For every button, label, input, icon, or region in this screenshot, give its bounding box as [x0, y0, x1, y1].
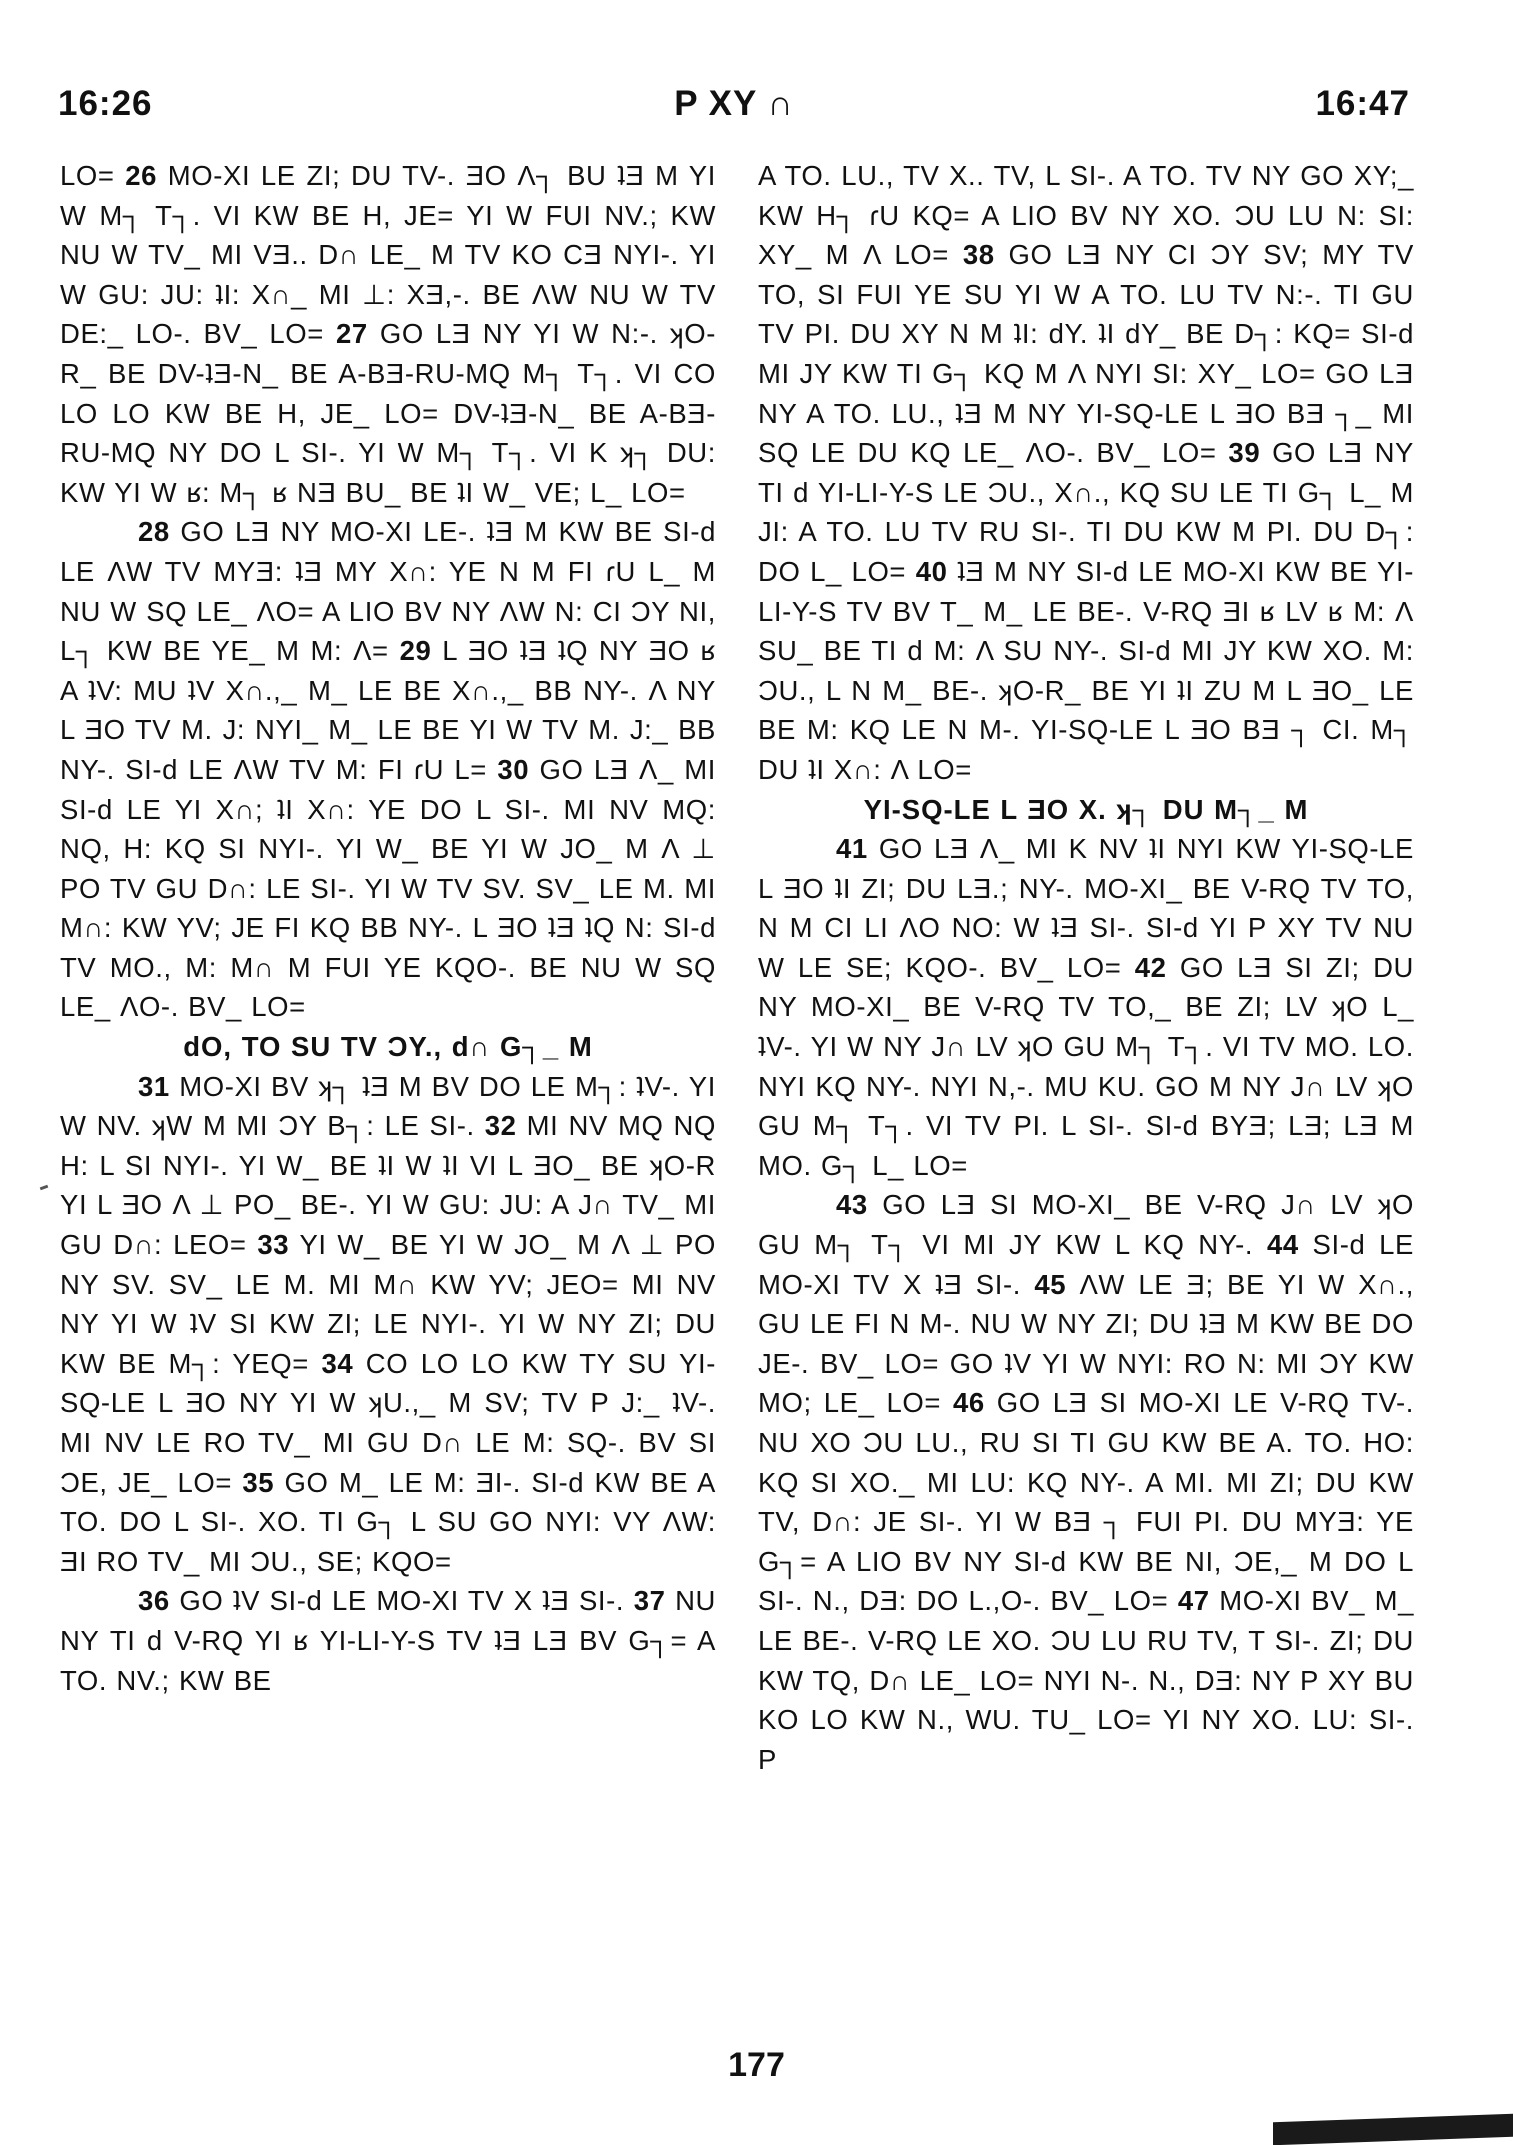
right-column: [758, 156, 1414, 1779]
verse-text: GO LƎ NY CI ƆY SV; MY TV TO, SI FUI YE SU YI W A TO. LU TV N:-. TI GU TV PI. DU XY N M ʇI: dY. ʇI dY_ BE D┐: KQ= SI-d MI JY KW TI G┐ KQ M Λ NYI SI: XY_ LO= GO LƎ NY A TO. LU., ʇƎ M NY YI-SQ-LE L ƎO BƎ ┐_ MI SQ LE DU KQ LE_ ΛO-. BV_ LO=: [758, 239, 1414, 469]
left-column: [60, 156, 716, 1700]
verse-number: 41: [836, 833, 868, 865]
verse-number: 29: [399, 635, 432, 667]
verse-text: GO LƎ Λ_ MI SI-d LE YI X∩; ʇI X∩: YE DO L SI-. MI NV MQ: NQ, H: KQ SI NYI-. YI W_ BE YI W JO_ M Λ ⊥ PO TV GU D∩: LE SI-. YI W TV SV. SV_ LE M. MI M∩: KW YV; JE FI KQ BB NY-. L ƎO ʇƎ ʇQ N: SI-d TV MO., M: M∩ M FUI YE KQO-. BE NU W SQ LE_ ΛO-. BV_ LO=: [60, 753, 716, 1023]
verse-number: 36: [138, 1585, 170, 1617]
section-heading: YI-SQ-LE L ƎO X. ʞ┐ DU M┐_ M: [863, 793, 1309, 825]
verse-text: GO LƎ SI MO-XI_ BE V-RQ J∩ LV ʞO GU M┐ T┐ VI MI JY KW L KQ NY-.: [758, 1189, 1414, 1261]
verse-number: 45: [1034, 1268, 1067, 1300]
verse-number: 37: [633, 1585, 666, 1617]
verse-text: GO ʇV SI-d LE MO-XI TV X ʇƎ SI-.: [169, 1585, 634, 1617]
scan-edge-shadow: [1273, 2114, 1513, 2145]
verse-number: 34: [321, 1347, 354, 1379]
verse-text: GO LƎ SI MO-XI LE V-RQ TV-. NU XO ƆU LU., RU SI TI GU KW BE A. TO. HO: KQ SI XO._ MI LU: KQ NY-. A MI. MI ZI; DU KW TV, D∩: JE SI-. YI W BƎ ┐ FUI PI. DU MYƎ: YE G┐= A LIO BV NY SI-d KW BE NI, ƆE,_ M DO L SI-. N., DƎ: DO L.,O-. BV_ LO=: [758, 1387, 1414, 1617]
verse-text: MO-XI LE ZI; DU TV-. ƎO Λ┐ BU ʇƎ M YI W M┐ T┐. VI KW BE H, JE= YI W FUI NV.; KW NU W TV_ MI VƎ.. D∩ LE_ M TV KO CƎ NYI-. YI W GU: JU: ʇI: X∩_ MI ⊥: XƎ,-. BE ΛW NU W TV DE:_ LO-. BV_ LO=: [60, 160, 716, 350]
header-book-title: P XY ∩: [674, 84, 794, 123]
verse-number: 39: [1228, 437, 1261, 469]
text-paragraph: [60, 156, 716, 512]
verse-text: NU NY TI d V-RQ YI ʁ YI-LI-Y-S TV ʇƎ LƎ BV G┐= A TO. NV.; KW BE: [60, 1585, 717, 1696]
verse-number: 47: [1177, 1585, 1210, 1617]
verse-number: 40: [915, 555, 948, 587]
verse-text: CO LO LO KW TY SU YI-SQ-LE L ƎO NY YI W ʞU.,_ M SV; TV P J:_ ʇV-. MI NV LE RO TV_ MI GU D∩ LE M: SQ-. BV SI ƆE, JE_ LO=: [60, 1347, 716, 1498]
verse-number: 26: [125, 160, 158, 191]
verse-text: ΛW LE Ǝ; BE YI W X∩., GU LE FI N M-. NU W NY ZI; DU ʇƎ M KW BE DO JE-. BV_ LO= GO ʇV YI W NYI: RO N: MI ƆY KW MO; LE_ LO=: [758, 1268, 1414, 1419]
verse-text: MI NV MQ NQ H: L SI NYI-. YI W_ BE ʇI W ʇI VI L ƎO_ BE ʞO-R YI L ƎO Λ ⊥ PO_ BE-. YI W GU: JU: A J∩ TV_ MI GU D∩: LEO=: [60, 1110, 717, 1261]
verse-number: 31: [138, 1070, 170, 1102]
verse-text: GO M_ LE M: ƎI-. SI-d KW BE A TO. DO L SI-. XO. TI G┐ L SU GO NYI: VY ΛW: ƎI RO TV_ MI ƆU., SE; KQO=: [60, 1466, 716, 1577]
header-left-reference: 16:26: [58, 84, 153, 123]
verse-number: 30: [497, 753, 530, 785]
verse-number: 43: [836, 1189, 868, 1221]
verse-text: LO=: [60, 160, 126, 191]
page-number: 177: [728, 2046, 785, 2084]
verse-text: GO LƎ NY YI W N:-. ʞO-R_ BE DV-ʇƎ-N_ BE A-BƎ-RU-MQ M┐ T┐. VI CO LO LO KW BE H, JE_ LO= DV-ʇƎ-N_ BE A-BƎ-RU-MQ NY DO L SI-. YI W M┐ T┐. VI K ʞ┐ DU: KW YI W ʁ: M┐ ʁ NƎ BU_ BE ʇI W_ VE; L_ LO=: [60, 318, 716, 508]
verse-number: 27: [336, 318, 368, 350]
verse-text: MO-XI BV ʞ┐ ʇƎ M BV DO LE M┐: ʇV-. YI W NV. ʞW M MI ƆY B┐: LE SI-.: [60, 1070, 716, 1142]
page-header: [58, 84, 1410, 134]
verse-number: 32: [484, 1110, 517, 1142]
verse-number: 44: [1266, 1229, 1299, 1261]
scan-speck: [40, 1185, 49, 1191]
text-paragraph: [758, 1185, 1414, 1779]
verse-number: 35: [242, 1466, 275, 1498]
verse-text: L ƎO ʇƎ ʇQ NY ƎO ʁ A ʇV: MU ʇV X∩.,_ M_ LE BE X∩.,_ BB NY-. Λ NY L ƎO TV M. J: NYI_ M_ LE BE YI W TV M. J:_ BB NY-. SI-d LE ΛW TV M: FI ɾU L=: [60, 635, 716, 785]
verse-text: YI W_ BE YI W JO_ M Λ ⊥ PO NY SV. SV_ LE M. MI M∩ KW YV; JEO= MI NV NY YI W ʇV SI KW ZI; LE NYI-. YI W NY ZI; DU KW BE M┐: YEQ=: [60, 1229, 716, 1379]
text-paragraph: [60, 512, 716, 1027]
verse-number: 33: [257, 1229, 290, 1261]
header-right-reference: 16:47: [1315, 84, 1410, 123]
text-paragraph: [758, 156, 1414, 790]
verse-number: 46: [953, 1387, 985, 1419]
verse-number: 28: [138, 516, 170, 548]
verse-number: 42: [1134, 951, 1167, 983]
verse-text: GO LƎ Λ_ MI K NV ʇI NYI KW YI-SQ-LE L ƎO ʇI ZI; DU LƎ.; NY-. MO-XI_ BE V-RQ TV TO, N M CI LI ΛO NO: W ʇƎ SI-. SI-d YI P XY TV NU W LE SE; KQO-. BV_ LO=: [758, 833, 1414, 983]
verse-number: 38: [962, 239, 995, 271]
verse-text: GO LƎ NY TI d YI-LI-Y-S LE ƆU., X∩., KQ SU LE TI G┐ L_ M JI: A TO. LU TV RU SI-. TI DU KW M PI. DU D┐: DO L_ LO=: [758, 437, 1414, 587]
section-heading: dO, TO SU TV ƆY., d∩ G┐_ M: [183, 1031, 593, 1063]
verse-text: ʇƎ M NY SI-d LE MO-XI KW BE YI-LI-Y-S TV BV T_ M_ LE BE-. V-RQ ƎI ʁ LV ʁ M: Λ SU_ BE TI d M: Λ SU NY-. SI-d MI JY KW XO. M: ƆU., L N M_ BE-. ʞO-R_ BE YI ʇI ZU M L ƎO_ LE BE M: KQ LE N M-. YI-SQ-LE L ƎO BƎ ┐ CI. M┐ DU ʇI X∩: Λ LO=: [758, 555, 1414, 785]
verse-text: GO LƎ SI ZI; DU NY MO-XI_ BE V-RQ TV TO,_ BE ZI; LV ʞO L_ ʇV-. YI W NY J∩ LV ʞO GU M┐ T┐. VI TV MO. LO. NYI KQ NY-. NYI N,-. MU KU. GO M NY J∩ LV ʞO GU M┐ T┐. VI TV PI. L SI-. SI-d BYƎ; LƎ; LƎ M MO. G┐ L_ LO=: [758, 951, 1414, 1181]
verse-text: SI-d LE MO-XI TV X ʇƎ SI-.: [758, 1229, 1415, 1300]
verse-text: A TO. LU., TV X.. TV, L SI-. A TO. TV NY GO XY;_ KW H┐ ɾU KQ= A LIO BV NY XO. ƆU LU N: SI: XY_ M Λ LO=: [758, 160, 1414, 271]
text-paragraph: [758, 829, 1414, 1185]
text-paragraph: [60, 1067, 716, 1582]
text-paragraph: [60, 1581, 716, 1700]
verse-text: GO LƎ NY MO-XI LE-. ʇƎ M KW BE SI-d LE ΛW TV MYƎ: ʇƎ MY X∩: YE N M FI ɾU L_ M NU W SQ LE_ ΛO= A LIO BV NY ΛW N: CI ƆY NI, L┐ KW BE YE_ M M: Λ=: [60, 516, 716, 667]
verse-text: MO-XI BV_ M_ LE BE-. V-RQ LE XO. ƆU LU RU TV, T SI-. ZI; DU KW TQ, D∩ LE_ LO= NYI N-. N., DƎ: NY P XY BU KO LO KW N., WU. TU_ LO= YI NY XO. LU: SI-. P: [758, 1585, 1414, 1775]
